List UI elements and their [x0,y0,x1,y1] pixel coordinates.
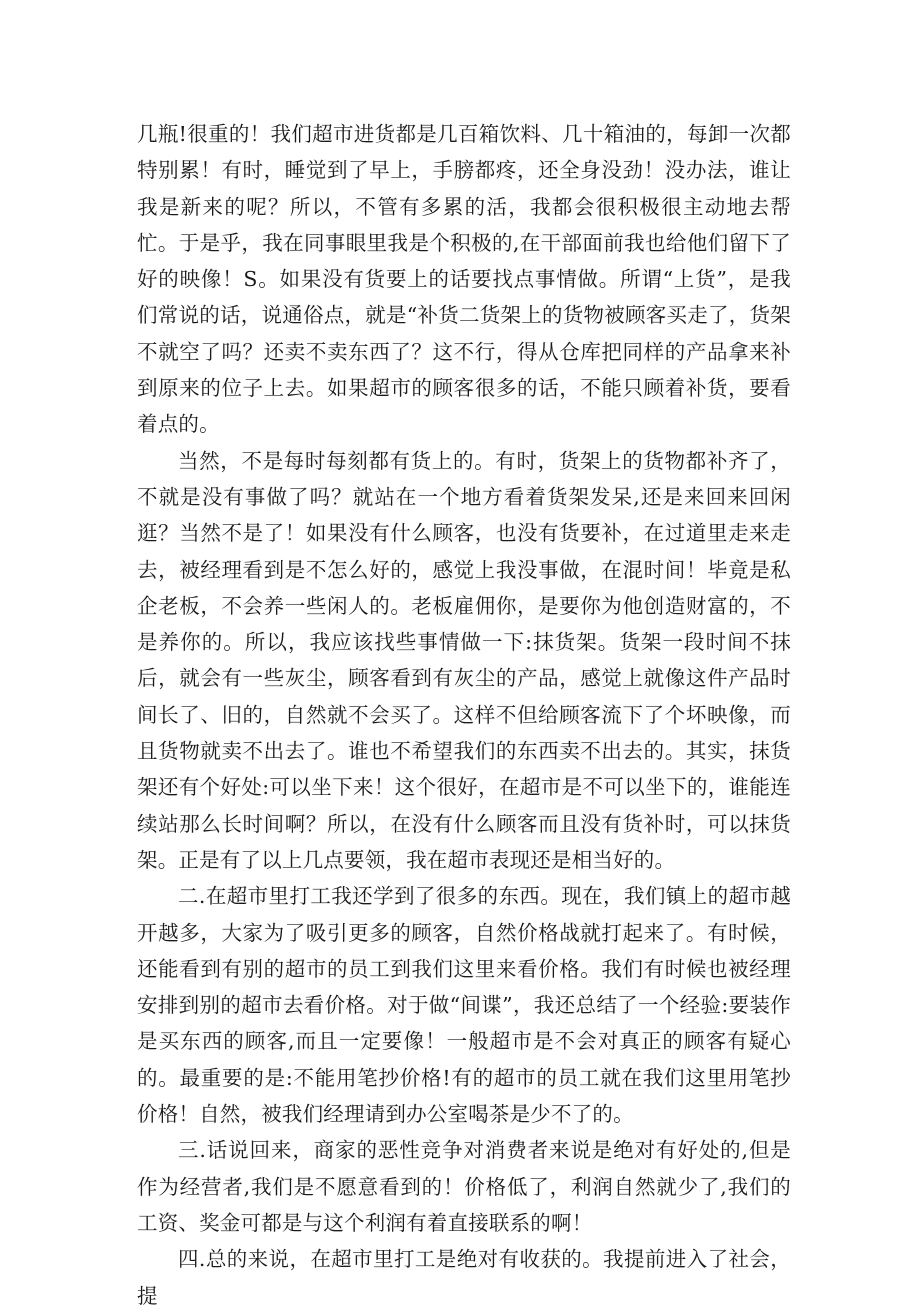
document-body [137,116,791,1314]
paragraph-1: 几瓶!很重的！我们超市进货都是几百箱饮料、几十箱油的，每卸一次都特别累！有时，睡觉到了早上，手膀都疼，还全身没劲！没办法，谁让我是新来的呢？所以，不管有多累的活，我都会很积极很主动地去帮忙。于是乎，我在同事眼里我是个积极的,在干部面前我也给他们留下了好的映像！S。如果没有货要上的话要找点事情做。所谓“上货”，是我们常说的话，说通俗点，就是“补货二货架上的货物被顾客买走了，货架不就空了吗？还卖不卖东西了？这不行，得从仓库把同样的产品拿来补到原来的位子上去。如果超市的顾客很多的话，不能只顾着补货，要看着点的。 [137,122,791,437]
paragraph-4: 三.话说回来，商家的恶性竞争对消费者来说是绝对有好处的,但是作为经营者,我们是不愿意看到的！价格低了，利润自然就少了,我们的工资、奖金可都是与这个利润有着直接联系的啊！ [137,1138,791,1235]
paragraph-2: 当然，不是每时每刻都有货上的。有时，货架上的货物都补齐了，不就是没有事做了吗？就站在一个地方看着货架发呆,还是来回来回闲逛？当然不是了！如果没有什么顾客，也没有货要补，在过道里走来走去，被经理看到是不怎么好的，感觉上我没事做，在混时间！毕竟是私企老板，不会养一些闲人的。老板雇佣你，是要你为他创造财富的，不是养你的。所以，我应该找些事情做一下:抹货架。货架一段时间不抹后，就会有一些灰尘，顾客看到有灰尘的产品，感觉上就像这件产品时间长了、旧的，自然就不会买了。这样不但给顾客流下了个坏映像，而且货物就卖不出去了。谁也不希望我们的东西卖不出去的。其实，抹货架还有个好处:可以坐下来！这个很好，在超市是不可以坐下的，谁能连续站那么长时间啊？所以，在没有什么顾客而且没有货补时，可以抹货架。正是有了以上几点要领，我在超市表现还是相当好的。 [137,448,791,872]
paragraph-5: 四.总的来说，在超市里打工是绝对有收获的。我提前进入了社会，提 [137,1247,791,1308]
paragraph-3: 二.在超市里打工我还学到了很多的东西。现在，我们镇上的超市越开越多，大家为了吸引更多的顾客，自然价格战就打起来了。有时候，还能看到有别的超市的员工到我们这里来看价格。我们有时候也被经理安排到别的超市去看价格。对于做“间谍”，我还总结了一个经验:要装作是买东西的顾客,而且一定要像！一般超市是不会对真正的顾客有疑心的。最重要的是:不能用笔抄价格!有的超市的员工就在我们这里用笔抄价格！自然，被我们经理请到办公室喝茶是少不了的。 [137,884,791,1127]
